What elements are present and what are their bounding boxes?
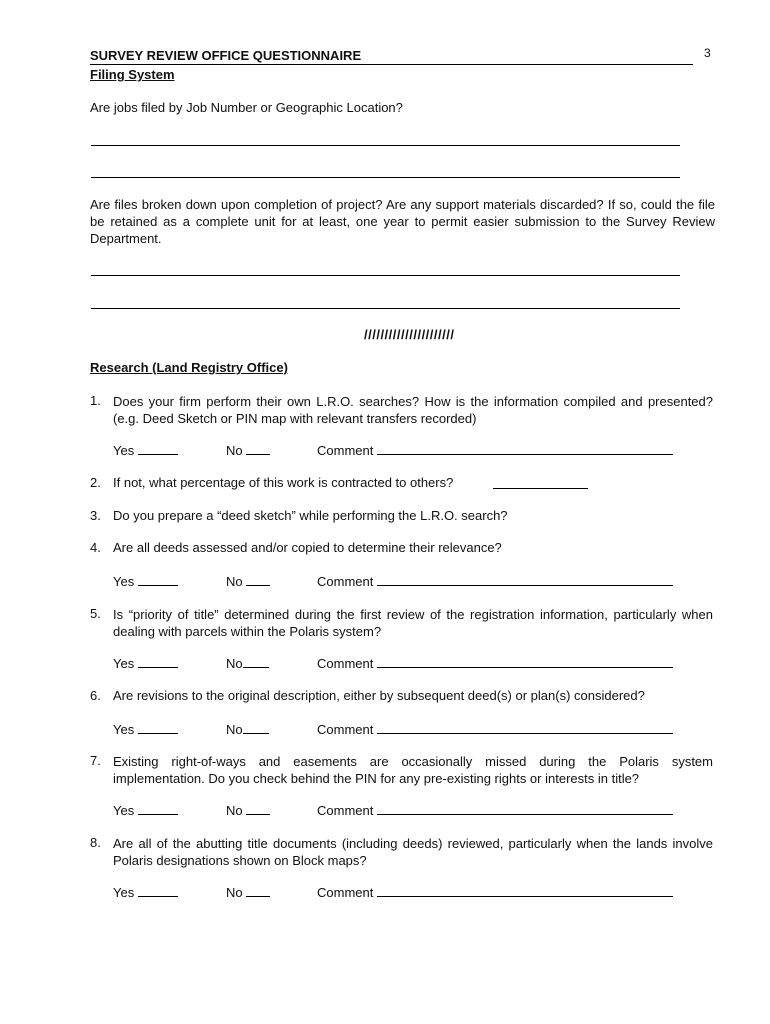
yes-label: Yes: [113, 885, 135, 900]
question-text: Does your firm perform their own L.R.O. searches? How is the information compiled and presented? (e.g. Deed Sketch or PIN map with relevant transfers recorded): [113, 394, 713, 426]
question-number: 7.: [90, 753, 101, 768]
comment-label: Comment: [317, 885, 374, 900]
answer-row: [317, 884, 673, 900]
yes-blank[interactable]: [138, 884, 178, 897]
comment-blank[interactable]: [377, 655, 673, 668]
answer-row: [226, 573, 270, 589]
percentage-blank[interactable]: [493, 488, 588, 489]
question-number: 6.: [90, 688, 101, 703]
question-number: 1.: [90, 393, 101, 408]
yes-label: Yes: [113, 656, 135, 671]
comment-label: Comment: [317, 574, 374, 589]
question-text: Are all deeds assessed and/or copied to determine their relevance?: [113, 540, 502, 555]
section-heading-research: Research (Land Registry Office): [90, 360, 288, 375]
comment-label: Comment: [317, 656, 374, 671]
no-blank[interactable]: [246, 573, 270, 586]
answer-row: [113, 442, 178, 458]
answer-row: [113, 721, 178, 737]
filing-question-2: Are files broken down upon completion of project? Are any support materials discarded? If so, could the file be retained as a complete unit for at least, one year to permit easier submission to the Survey Review Department.: [90, 197, 715, 246]
comment-label: Comment: [317, 803, 374, 818]
no-blank[interactable]: [243, 721, 269, 734]
no-label: No: [226, 443, 243, 458]
question-number: 8.: [90, 835, 101, 850]
answer-line[interactable]: [91, 145, 680, 146]
answer-line[interactable]: [91, 308, 680, 309]
answer-row: [317, 802, 673, 818]
filing-question-1: Are jobs filed by Job Number or Geographic Location?: [90, 100, 403, 115]
answer-row: [226, 884, 270, 900]
no-blank[interactable]: [246, 884, 270, 897]
document-title: SURVEY REVIEW OFFICE QUESTIONNAIRE: [90, 48, 693, 65]
question-text: Do you prepare a “deed sketch” while performing the L.R.O. search?: [113, 508, 508, 523]
answer-row: [113, 884, 178, 900]
no-label: No: [226, 656, 243, 671]
answer-row: [226, 721, 269, 737]
no-label: No: [226, 722, 243, 737]
answer-row: [226, 802, 270, 818]
answer-row: [317, 721, 673, 737]
no-blank[interactable]: [243, 655, 269, 668]
answer-row: [226, 442, 270, 458]
yes-blank[interactable]: [138, 442, 178, 455]
yes-label: Yes: [113, 443, 135, 458]
question-number: 2.: [90, 475, 101, 490]
no-label: No: [226, 803, 243, 818]
answer-row: [317, 442, 673, 458]
yes-blank[interactable]: [138, 802, 178, 815]
comment-blank[interactable]: [377, 721, 673, 734]
answer-row: [113, 573, 178, 589]
answer-row: [113, 802, 178, 818]
no-blank[interactable]: [246, 802, 270, 815]
comment-label: Comment: [317, 443, 374, 458]
question-number: 4.: [90, 540, 101, 555]
yes-blank[interactable]: [138, 655, 178, 668]
no-label: No: [226, 574, 243, 589]
question-text: Existing right-of-ways and easements are occasionally missed during the Polaris system implementation. Do you check behind the PIN for any pre-existing rights or interests in title?: [113, 754, 713, 786]
comment-blank[interactable]: [377, 802, 673, 815]
question-number: 3.: [90, 508, 101, 523]
comment-label: Comment: [317, 722, 374, 737]
question-number: 5.: [90, 606, 101, 621]
comment-blank[interactable]: [377, 573, 673, 586]
section-separator: //////////////////////: [364, 327, 455, 342]
yes-label: Yes: [113, 574, 135, 589]
question-text: Is “priority of title” determined during the first review of the registration information, particularly when dealing with parcels within the Polaris system?: [113, 607, 713, 639]
question-text: Are revisions to the original description, either by subsequent deed(s) or plan(s) considered?: [113, 688, 645, 703]
answer-row: [113, 655, 178, 671]
answer-row: [226, 655, 269, 671]
yes-blank[interactable]: [138, 721, 178, 734]
page-number: 3: [704, 46, 711, 60]
yes-label: Yes: [113, 803, 135, 818]
answer-line[interactable]: [91, 177, 680, 178]
answer-row: [317, 573, 673, 589]
comment-blank[interactable]: [377, 884, 673, 897]
answer-row: [317, 655, 673, 671]
yes-label: Yes: [113, 722, 135, 737]
question-text: Are all of the abutting title documents (including deeds) reviewed, particularly when the lands involve Polaris designations shown on Block maps?: [113, 836, 713, 868]
section-heading-filing: Filing System: [90, 67, 175, 82]
no-blank[interactable]: [246, 442, 270, 455]
answer-line[interactable]: [91, 275, 680, 276]
comment-blank[interactable]: [377, 442, 673, 455]
question-text: If not, what percentage of this work is contracted to others?: [113, 475, 454, 490]
yes-blank[interactable]: [138, 573, 178, 586]
no-label: No: [226, 885, 243, 900]
